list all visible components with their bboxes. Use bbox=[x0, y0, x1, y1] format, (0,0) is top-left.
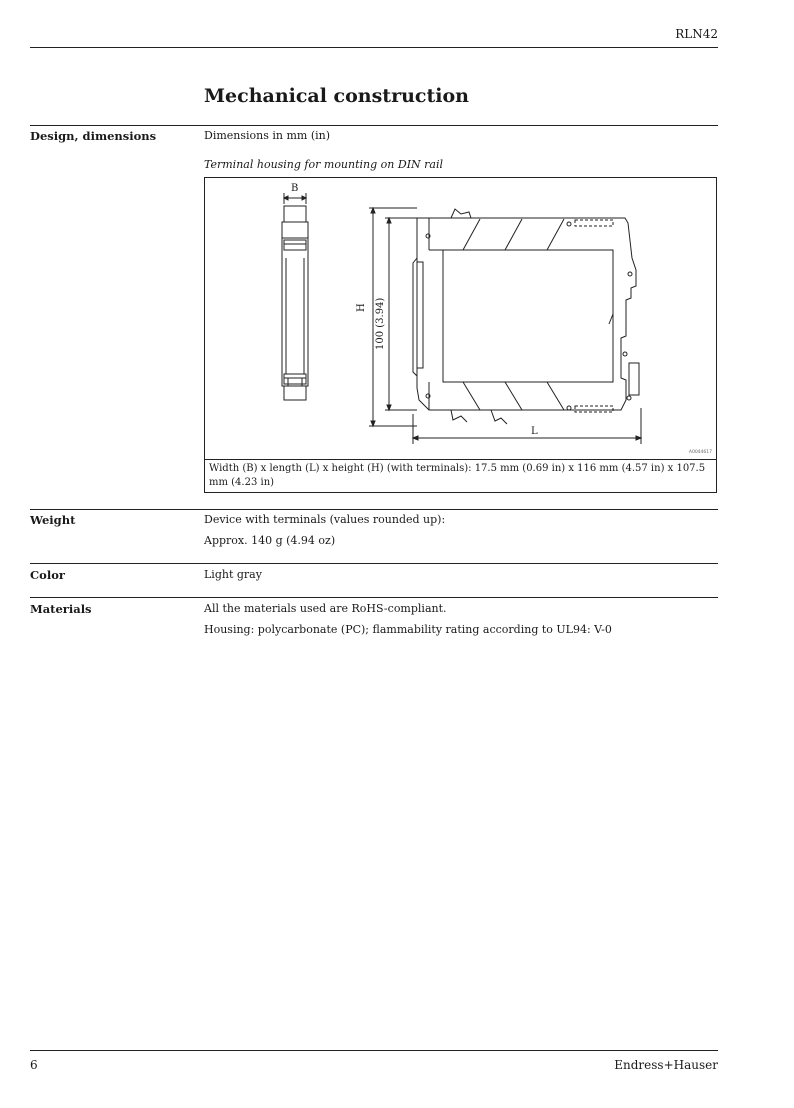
weight-line-1: Device with terminals (values rounded up): bbox=[204, 513, 446, 526]
caption-divider bbox=[205, 459, 716, 460]
dimensions-intro: Dimensions in mm (in) bbox=[204, 129, 331, 142]
front-view bbox=[369, 208, 641, 444]
figure-id: A0044617 bbox=[688, 450, 712, 455]
row-divider-color bbox=[30, 563, 718, 564]
materials-line-1: All the materials used are RoHS-compliant. bbox=[204, 602, 447, 615]
materials-label: Materials bbox=[30, 602, 92, 616]
color-value: Light gray bbox=[204, 568, 262, 581]
row-divider-materials bbox=[30, 597, 718, 598]
section-title: Mechanical construction bbox=[204, 85, 469, 107]
color-label: Color bbox=[30, 568, 65, 582]
dimension-label-b: B bbox=[291, 183, 299, 194]
footer-rule bbox=[30, 1050, 718, 1051]
design-dimensions-label: Design, dimensions bbox=[30, 129, 157, 143]
figure-heading: Terminal housing for mounting on DIN rail bbox=[204, 158, 444, 171]
document-code: RLN42 bbox=[675, 27, 718, 41]
row-divider-design bbox=[30, 125, 718, 126]
footer-brand: Endress+Hauser bbox=[614, 1058, 718, 1072]
housing-drawing bbox=[205, 178, 716, 458]
side-view bbox=[282, 193, 308, 400]
dimension-label-l: L bbox=[531, 426, 538, 437]
row-divider-weight bbox=[30, 509, 718, 510]
header-rule bbox=[30, 47, 718, 48]
weight-line-2: Approx. 140 g (4.94 oz) bbox=[204, 534, 336, 547]
materials-line-2: Housing: polycarbonate (PC); flammability rating according to UL94: V-0 bbox=[204, 623, 612, 636]
dimension-figure bbox=[204, 177, 717, 493]
page-number: 6 bbox=[30, 1058, 38, 1072]
dimension-label-h: H bbox=[356, 303, 367, 312]
dimension-label-height-value: 100 (3.94) bbox=[375, 297, 386, 350]
figure-caption: Width (B) x length (L) x height (H) (with terminals): 17.5 mm (0.69 in) x 116 mm (4.57 in) x 107.5 mm (4.23 in) bbox=[209, 463, 706, 488]
weight-label: Weight bbox=[30, 513, 76, 527]
